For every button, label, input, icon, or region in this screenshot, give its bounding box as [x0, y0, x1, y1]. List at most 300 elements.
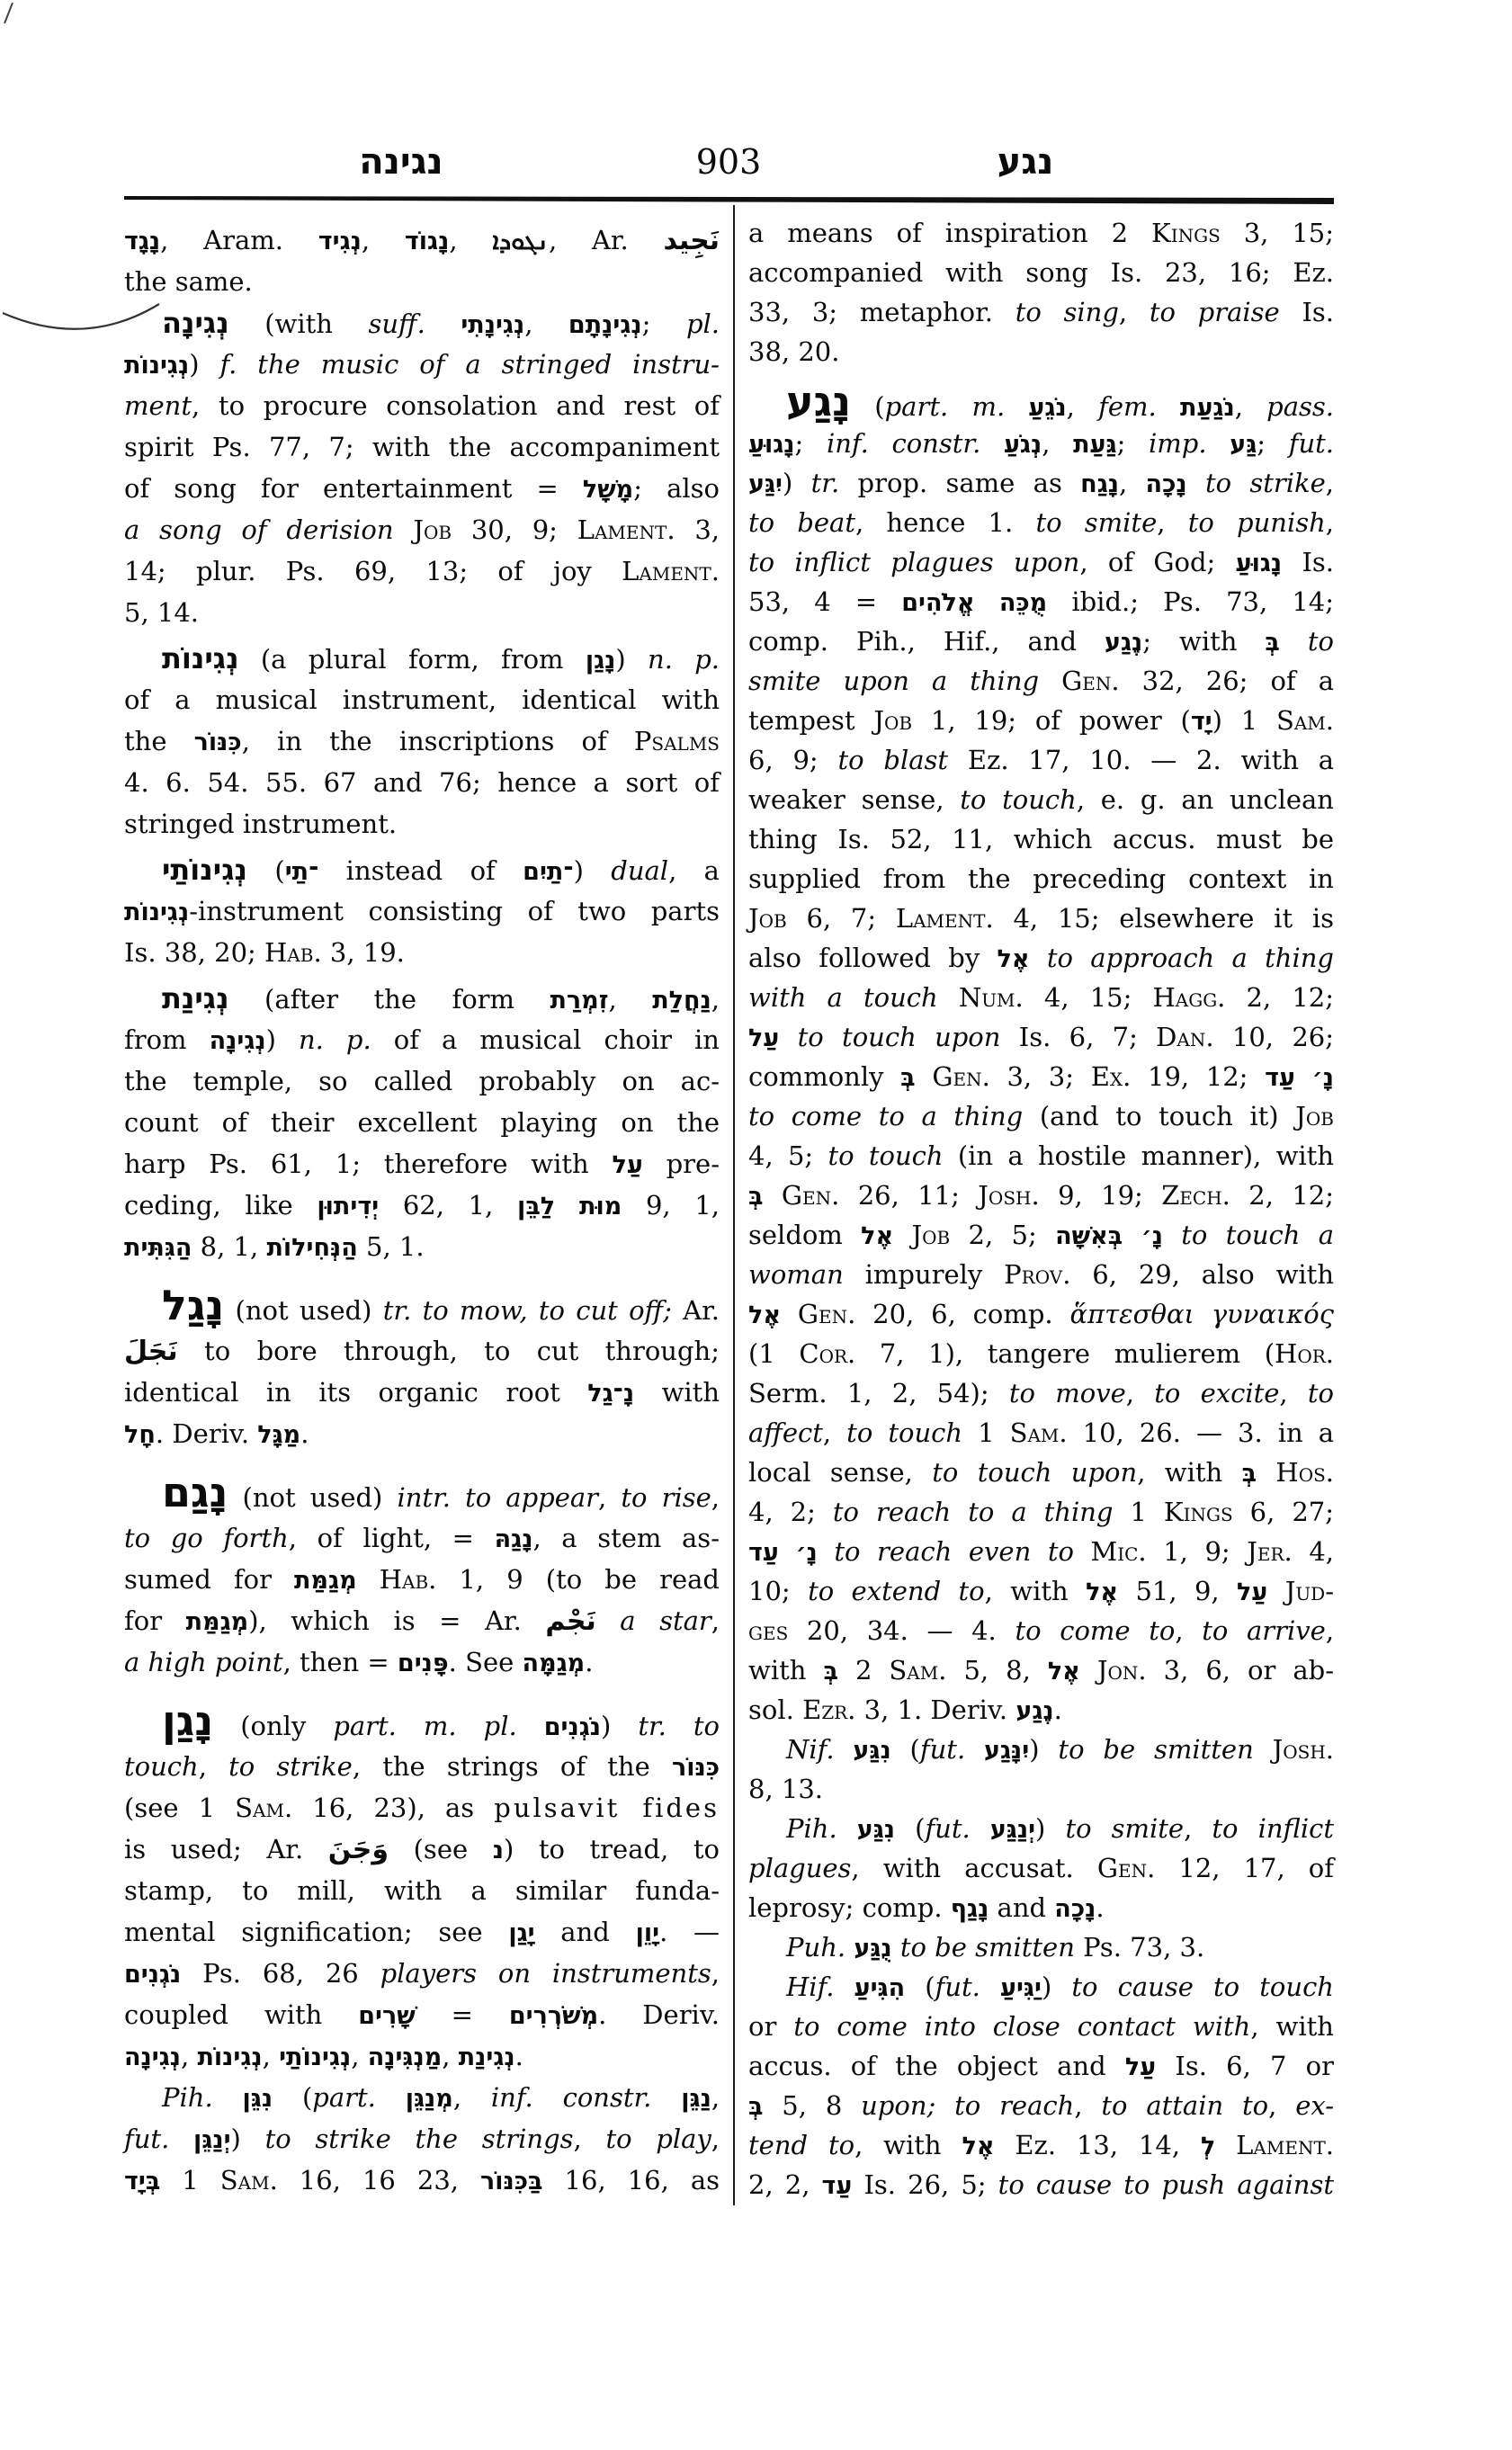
text: , [181, 2041, 198, 2071]
text [971, 1813, 990, 1844]
text: , with [1137, 1457, 1242, 1488]
italic-text: to beat [748, 507, 855, 538]
line-content [124, 1330, 720, 1373]
text [376, 2082, 406, 2113]
text: 4, [1292, 1536, 1335, 1567]
text: (only [213, 1711, 334, 1741]
text-line [124, 1517, 720, 1559]
line-content [124, 550, 720, 592]
hebrew-word: כִּנּוֹר [193, 729, 242, 756]
text [213, 2082, 243, 2113]
text: accompanied with song Is. 23, 16; Ez. [748, 257, 1334, 288]
text-line [124, 803, 720, 845]
text: , [442, 2041, 459, 2071]
text: . [1053, 1694, 1062, 1725]
text-line [748, 253, 1334, 292]
text: also followed by [748, 943, 998, 973]
text: 10, 26. — 3. in a [1067, 1417, 1335, 1448]
text-line [748, 1057, 1334, 1096]
text: 16, 23), as [292, 1793, 495, 1823]
text: , [608, 984, 653, 1015]
text: spirit Ps. 77, 7; with the accompaniment [124, 432, 720, 462]
text: . [514, 2041, 523, 2071]
italic-text: to strike [228, 1751, 353, 1782]
line-content [124, 1600, 720, 1643]
text [965, 1734, 984, 1765]
italic-text: to inflict [1212, 1813, 1335, 1844]
text [818, 1536, 835, 1567]
italic-text: n. p. [298, 1024, 371, 1055]
text: coupled with [124, 1999, 359, 2030]
small-caps-reference: Job [1295, 1101, 1334, 1131]
italic-text: a song of derision [124, 514, 414, 545]
text: ; [1257, 428, 1289, 459]
hebrew-word: מָשָׁל [582, 476, 634, 504]
italic-text: to approach a thing [1046, 943, 1334, 973]
hebrew-word: יְנַגַּע [989, 1816, 1036, 1844]
running-head-left: נגינה [359, 141, 443, 183]
text-line [124, 1911, 720, 1953]
small-caps-reference: Sam. [889, 1655, 947, 1685]
hebrew-word: יְדִיתוּן [317, 1193, 380, 1221]
text: , in the inscriptions of [241, 726, 634, 756]
italic-text: pl. [685, 308, 720, 339]
italic-text: to extend to [808, 1576, 985, 1606]
text: , [262, 2041, 280, 2071]
hebrew-word: מוּת לַבֵּן [517, 1193, 622, 1221]
text: the same. [124, 266, 253, 297]
text-line [124, 1060, 720, 1102]
text: stringed instrument. [124, 809, 398, 839]
text: 5, 8 [763, 2090, 862, 2121]
line-content [124, 2159, 720, 2203]
text: of a musical instrument, identical with [124, 684, 720, 715]
italic-text: to reach to a thing [832, 1497, 1114, 1527]
hebrew-word: נְגִינוֹת [124, 352, 190, 380]
hebrew-word: נְגֹעַ [1003, 431, 1042, 459]
hebrew-word: מַגָּל [257, 1421, 301, 1449]
small-caps-reference: Hab. [264, 937, 322, 968]
italic-text: a high point [124, 1647, 283, 1677]
text: . [300, 1418, 309, 1449]
line-content [162, 849, 720, 893]
pencil-tick-mark [4, 3, 13, 23]
line-content [748, 253, 1334, 292]
hebrew-word: יָד [1190, 708, 1212, 736]
hebrew-word: גַּע [1230, 431, 1257, 459]
text-line [748, 1730, 1334, 1769]
line-content [124, 2035, 523, 2079]
text-line [748, 542, 1334, 582]
line-content [124, 344, 720, 387]
small-caps-reference: Jer. [1247, 1536, 1293, 1567]
italic-text: tr. to [638, 1711, 720, 1741]
text: , [1042, 428, 1074, 459]
italic-text: part. m. pl. [333, 1711, 517, 1741]
text-line [748, 938, 1334, 978]
text: . Deriv. [155, 1418, 258, 1449]
text: . [1096, 1892, 1105, 1923]
hebrew-word: חָל [124, 1421, 156, 1449]
text: seldom [748, 1220, 862, 1250]
text-line [124, 2077, 720, 2118]
small-caps-reference: Hab. [379, 1564, 437, 1595]
text [834, 1972, 854, 2002]
text-line [748, 661, 1334, 701]
text-line [124, 2118, 720, 2159]
small-caps-reference: Job [413, 514, 452, 545]
hebrew-word: אֶל [1047, 1658, 1080, 1685]
italic-text: players on instruments [380, 1958, 711, 1989]
line-content [748, 1650, 1334, 1692]
text: and [989, 1892, 1055, 1923]
hebrew-word: נְגִינָה [209, 1027, 266, 1055]
hebrew-word: נָגַח [1080, 470, 1119, 498]
italic-text: tr. to mow, to cut off; [382, 1295, 672, 1326]
small-caps-reference: Job [873, 705, 913, 736]
hebrew-word: עַל [1124, 2053, 1157, 2081]
hebrew-word: נִגַּע [853, 1737, 891, 1765]
root-headword: נָגַל [162, 1281, 225, 1329]
text-line [748, 2046, 1334, 2086]
text-line [748, 1532, 1334, 1571]
text: , with accusat. [851, 1853, 1097, 1883]
text: Is. 6, 7 or [1156, 2051, 1335, 2081]
text-line [748, 1927, 1334, 1967]
text: 62, 1, [379, 1190, 518, 1221]
text: . — [659, 1917, 720, 1947]
text: 53, 4 = [748, 586, 902, 617]
text: (not used) [224, 1295, 383, 1326]
line-content [748, 819, 1334, 859]
text: 3, 19. [321, 937, 405, 968]
line-content [124, 1994, 720, 2037]
small-caps-reference: Prov. [1004, 1259, 1071, 1290]
line-content [124, 679, 720, 720]
text-line [748, 1848, 1334, 1888]
small-caps-reference: Gen. [781, 1180, 840, 1211]
text-line [124, 2159, 720, 2201]
text-line [124, 1829, 720, 1870]
text-line [124, 1695, 720, 1746]
small-caps-reference: Hos. [1275, 1457, 1335, 1488]
text: ) [265, 1024, 299, 1055]
line-content [162, 2077, 720, 2120]
text-line [748, 332, 1334, 371]
text: 7, 1), tangere mulierem ( [855, 1338, 1275, 1369]
text-line [124, 1994, 720, 2035]
line-content [748, 899, 1334, 938]
hebrew-word: עַד [821, 2172, 853, 2200]
hebrew-word: בְּ [823, 1658, 838, 1685]
text-line [748, 379, 1334, 424]
text [1267, 1576, 1284, 1606]
hebrew-word: נָ׳ בְּאִשָּׁה [1055, 1222, 1163, 1250]
text: 2, 5; [950, 1220, 1056, 1250]
text: 6, 27; [1232, 1497, 1335, 1527]
text-line [748, 899, 1334, 938]
line-content [162, 1695, 720, 1753]
text-line [124, 1280, 720, 1330]
line-content [748, 1532, 1334, 1573]
small-caps-reference: Sam. [219, 2165, 278, 2195]
text: with [748, 1655, 824, 1685]
italic-text: to [1307, 1378, 1335, 1408]
text: ) to tread, to [503, 1834, 720, 1864]
headword: נְגִינָה [162, 306, 229, 340]
text: , [711, 2082, 720, 2113]
text: 5, 8, [946, 1655, 1048, 1685]
text: ( [895, 1813, 926, 1844]
text: ) [1029, 1734, 1059, 1765]
text: ) [615, 644, 649, 675]
line-content [748, 542, 1334, 584]
text [779, 1022, 797, 1052]
text [1280, 626, 1308, 657]
text: , e. g. an unclean [1076, 784, 1334, 815]
line-content [124, 1226, 425, 1269]
text [916, 1061, 933, 1092]
hebrew-word: ־תַי [284, 858, 319, 886]
text: supplied from the preceding context in [748, 863, 1334, 894]
hebrew-word: נָכָה [1145, 470, 1187, 498]
line-content [124, 1143, 720, 1186]
text: 16, 16 23, [277, 2165, 480, 2195]
text: 38, 20. [748, 336, 840, 367]
hebrew-word: נְגִיד [318, 228, 362, 255]
text: 3, 6, or ab- [1146, 1655, 1335, 1685]
hebrew-word: לְ [1200, 2133, 1216, 2160]
text: (in a hostile manner), with [943, 1140, 1335, 1171]
arabic-word: نَجَلَ [124, 1336, 178, 1367]
text-line [748, 292, 1334, 332]
text: (1 [748, 1338, 800, 1369]
small-caps-reference: ges [748, 1615, 789, 1646]
hebrew-word: אֶל [962, 2133, 995, 2160]
text: 9, 19; [1039, 1180, 1162, 1211]
line-content [748, 332, 839, 371]
text: mental signification; see [124, 1917, 509, 1947]
text: = [415, 1999, 509, 2030]
text: 4, 15; elsewhere it is [993, 903, 1335, 934]
italic-text: to touch [846, 1417, 963, 1448]
line-content [748, 1096, 1334, 1136]
text: . Deriv. [598, 1999, 720, 2030]
line-content [124, 762, 720, 803]
text: (see 1 [124, 1793, 236, 1823]
line-content [748, 582, 1334, 623]
text: Ez. 13, 14, [994, 2130, 1201, 2160]
small-caps-reference: Job [911, 1220, 951, 1250]
line-content [162, 1280, 720, 1336]
italic-text: to praise [1149, 297, 1280, 327]
text: 2, 12; [1225, 982, 1335, 1013]
text-line [124, 550, 720, 592]
line-content [748, 463, 1334, 505]
text: Serm. 1, 2, 54); [748, 1378, 1009, 1408]
line-content [124, 1559, 720, 1602]
hebrew-word: בְּ [748, 1183, 764, 1211]
hebrew-word: יָגַן [508, 1919, 535, 1947]
text-line [748, 1492, 1334, 1532]
text: , [711, 2124, 720, 2154]
hebrew-word: נָגוּעַ [1235, 550, 1283, 577]
hebrew-word: נִגַּע [856, 1816, 896, 1844]
hebrew-word: ־תַיִם [523, 858, 574, 886]
left-column [124, 219, 720, 2201]
text: 1, 9; [1146, 1536, 1248, 1567]
hebrew-word: יִגַּע [748, 470, 783, 498]
text: , [711, 984, 720, 1015]
line-content [748, 1176, 1334, 1217]
text: pre- [642, 1149, 720, 1179]
text: , Ar. [548, 225, 664, 255]
text-line [748, 463, 1334, 503]
text-line [124, 720, 720, 762]
headword: נְגִינוֹתַי [162, 853, 247, 887]
line-content [748, 2165, 1334, 2206]
italic-text: fut. [919, 1734, 966, 1765]
line-content [748, 740, 1334, 780]
text [596, 1605, 621, 1636]
text: sol. [748, 1694, 803, 1725]
text: , [1118, 297, 1150, 327]
text: . See [448, 1647, 523, 1677]
text: 5, 14. [124, 597, 200, 628]
text-line [748, 1809, 1334, 1848]
line-content [124, 1185, 720, 1228]
italic-text: to strike the strings [264, 2124, 574, 2154]
text: , [449, 225, 493, 255]
line-content [748, 1492, 1334, 1532]
italic-text: to inflict plagues upon [748, 547, 1080, 577]
text: or [748, 2011, 794, 2042]
text: , [711, 1605, 720, 1636]
hebrew-word: בַּכִּנּוֹר [480, 2168, 543, 2195]
text: 8, 13. [748, 1774, 824, 1804]
line-content [748, 292, 1334, 332]
text: (with [228, 308, 369, 339]
text: 5, 1. [357, 1231, 425, 1262]
small-caps-reference: Hagg. [1152, 982, 1226, 1013]
text-line [124, 932, 720, 973]
hebrew-word: נָגוּעַ [748, 431, 795, 459]
hebrew-word: נַגֵּן [681, 2085, 711, 2113]
text-line [748, 2007, 1334, 2046]
text: 4, 2; [748, 1497, 833, 1527]
line-content [124, 1787, 720, 1829]
italic-text: to smite [1035, 507, 1158, 538]
line-content [124, 1413, 309, 1456]
hebrew-word: נְגִינָתָם [568, 311, 642, 339]
text: thing Is. 52, 11, which accus. must be [748, 824, 1334, 854]
text: from [124, 1024, 210, 1055]
text: 6, 7; [786, 903, 896, 934]
hebrew-word: מְגַמָּה [522, 1650, 586, 1677]
text [845, 1932, 854, 1963]
text: , hence 1. [855, 507, 1036, 538]
page-number: 903 [695, 142, 762, 182]
line-content [786, 1730, 1334, 1771]
text: ; [641, 308, 686, 339]
italic-text: to arrive [1202, 1615, 1326, 1646]
text: of a musical choir in [371, 1024, 720, 1055]
text-line [748, 1611, 1334, 1650]
text: impurely [843, 1259, 1005, 1290]
line-content [124, 1829, 720, 1872]
small-caps-reference: Zech. [1161, 1180, 1230, 1211]
line-content [124, 890, 720, 934]
hebrew-word: בְּ [1241, 1460, 1257, 1488]
hebrew-word: נְגִינוֹתַי [279, 2043, 352, 2071]
line-content [124, 2118, 720, 2161]
text: prop. same as [839, 468, 1081, 498]
column-divider [733, 205, 735, 2205]
text: tempest [748, 705, 874, 736]
text-line [748, 1255, 1334, 1294]
italic-text: to touch a [1181, 1220, 1335, 1250]
line-content [124, 1746, 720, 1789]
text-line [124, 1467, 720, 1517]
text-line [748, 819, 1334, 859]
hebrew-word: זִמְרַת [550, 987, 609, 1015]
text: , [351, 2041, 368, 2071]
hebrew-word: עַל [612, 1151, 643, 1179]
text [1163, 1220, 1181, 1250]
text: stamp, to mill, with a similar funda- [124, 1875, 720, 1906]
small-caps-reference: Gen. [1061, 666, 1120, 696]
text [1187, 468, 1205, 498]
line-content [748, 1848, 1334, 1888]
text [1005, 391, 1028, 422]
hebrew-word: נְגִינוֹת [124, 899, 190, 926]
small-caps-reference: Gen. [797, 1299, 856, 1329]
hebrew-word: מַנְגִּינָה [367, 2043, 443, 2071]
text: ) [230, 2124, 265, 2154]
small-caps-reference: Jon. [1096, 1655, 1147, 1685]
hebrew-word: נָ׳ עַד [748, 1539, 818, 1567]
text: , the strings of the [352, 1751, 672, 1782]
italic-text: with a touch [748, 982, 938, 1013]
text-line [124, 426, 720, 468]
hebrew-word: בְּ [900, 1064, 916, 1092]
line-content [748, 1453, 1334, 1494]
line-content [124, 385, 720, 426]
italic-text: to touch upon [932, 1457, 1138, 1488]
italic-text: part. [312, 2082, 376, 2113]
text: Is. 26, 5; [852, 2169, 998, 2200]
text: 16, 16, as [542, 2165, 720, 2195]
text: , [598, 1482, 622, 1513]
line-content [748, 780, 1334, 819]
italic-text: to rise [621, 1482, 711, 1513]
text: of song for entertainment = [124, 473, 583, 504]
text-line [748, 582, 1334, 621]
line-content [748, 503, 1334, 542]
text: (a plural form, from [238, 644, 586, 675]
line-content [748, 938, 1334, 979]
small-caps-reference: Lament. [1236, 2130, 1335, 2160]
text-line [124, 219, 720, 261]
small-caps-reference: Ezr. [802, 1694, 856, 1725]
text: (see [389, 1834, 493, 1864]
text [1215, 2130, 1236, 2160]
small-caps-reference: Jud- [1284, 1576, 1335, 1606]
text-line [748, 1888, 1334, 1927]
italic-text: to blast [837, 745, 949, 775]
text: weaker sense, [748, 784, 961, 815]
line-content [748, 1294, 1334, 1336]
